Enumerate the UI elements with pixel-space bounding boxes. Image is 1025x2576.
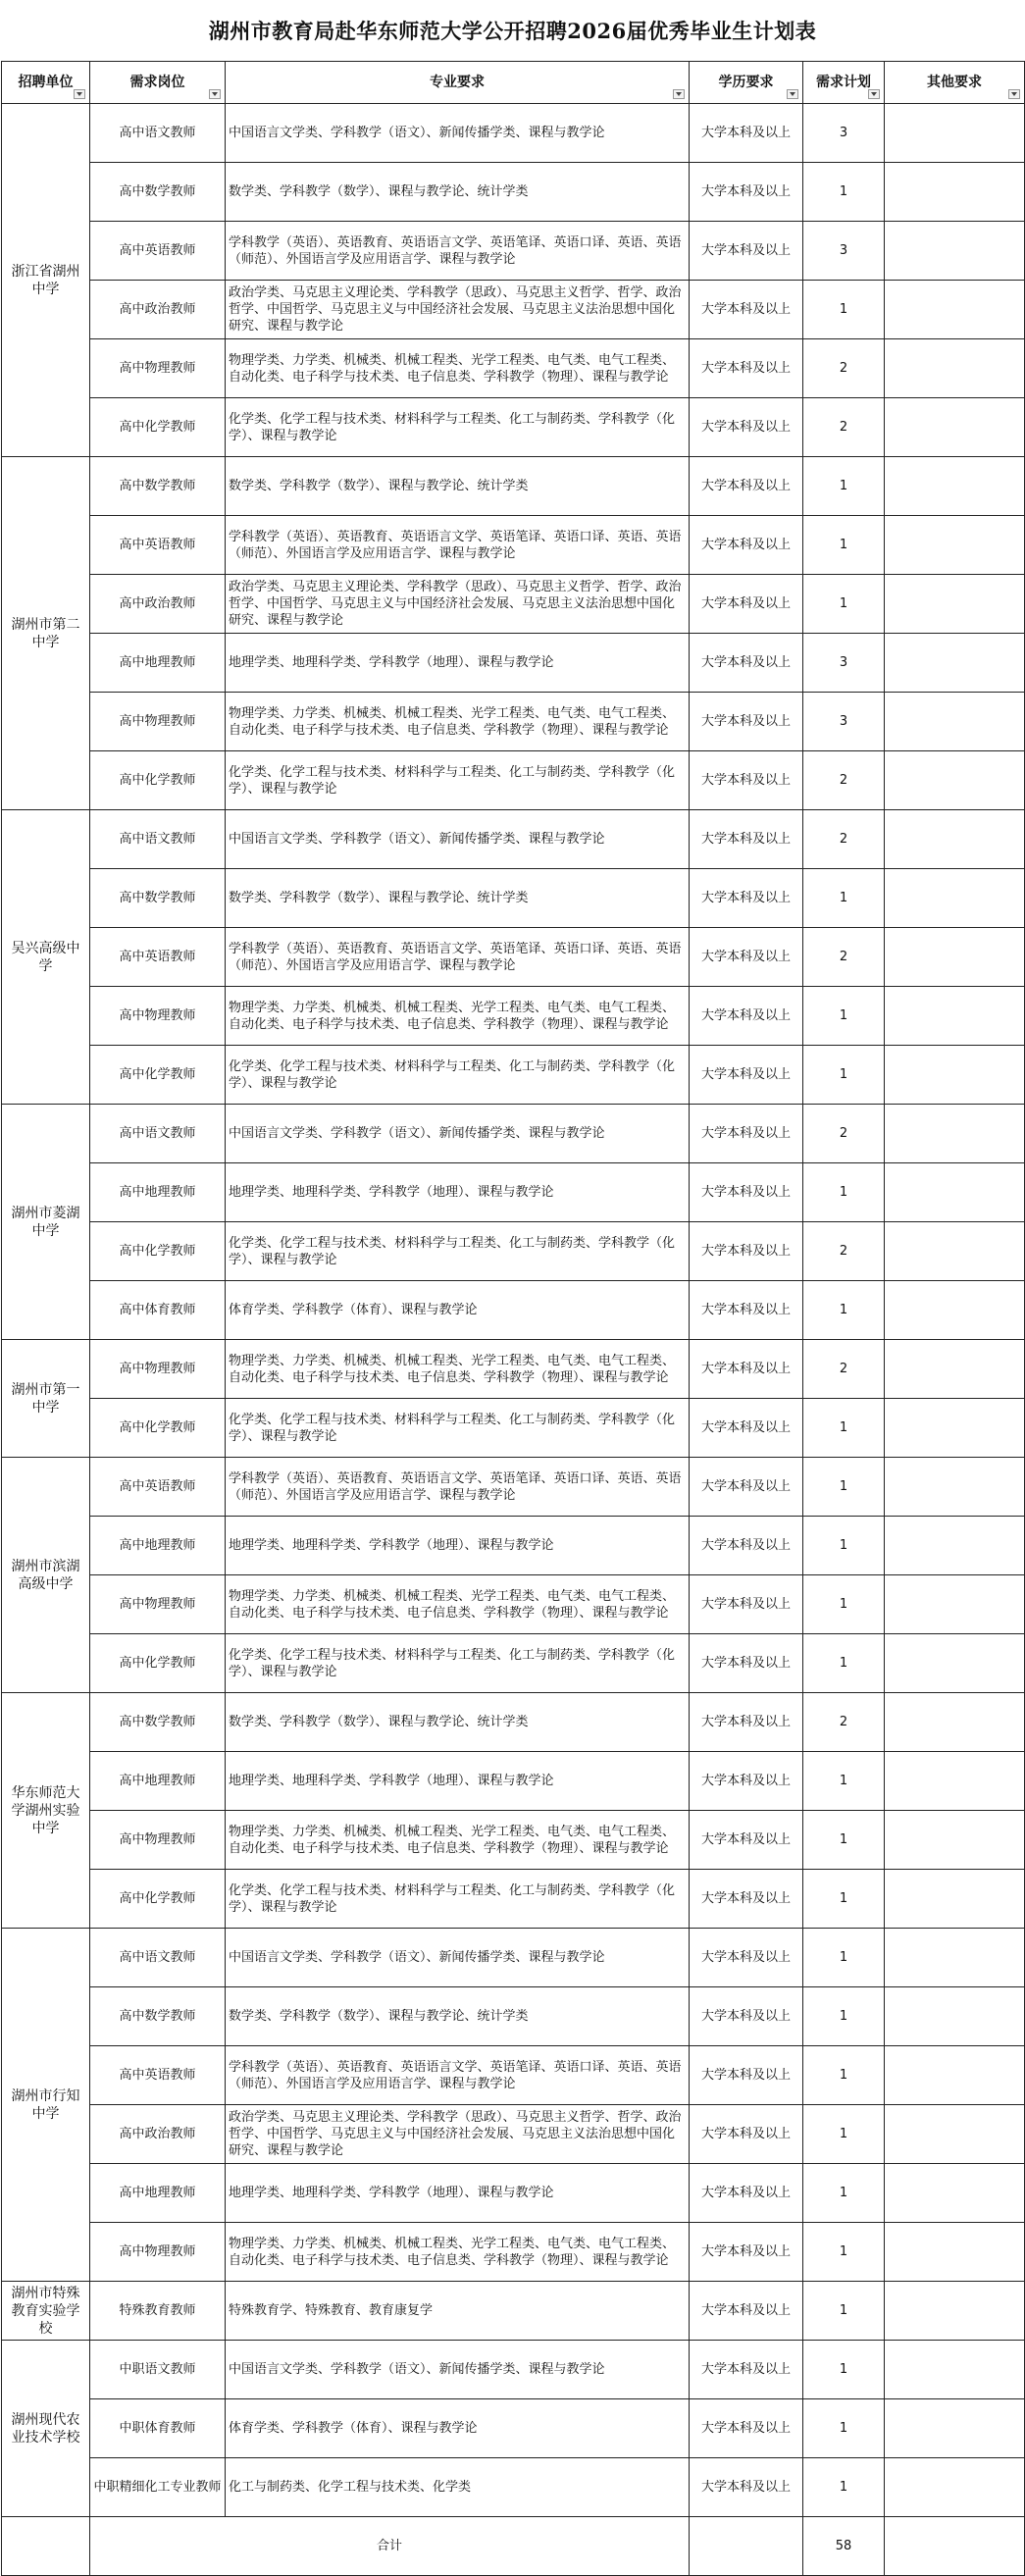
other-cell	[885, 281, 1025, 339]
count-cell: 1	[803, 2282, 885, 2341]
education-cell: 大学本科及以上	[690, 1987, 803, 2046]
table-row	[2, 398, 1025, 457]
position-cell: 中职体育教师	[90, 2399, 226, 2458]
education-cell: 大学本科及以上	[690, 575, 803, 634]
count-cell: 2	[803, 1340, 885, 1399]
count-cell: 1	[803, 1458, 885, 1517]
count-cell: 1	[803, 2223, 885, 2282]
major-cell: 学科教学（英语）、英语教育、英语语言文学、英语笔译、英语口译、英语、英语（师范）、外国语言学及应用语言学、课程与教学论	[226, 928, 690, 987]
major-cell: 学科教学（英语）、英语教育、英语语言文学、英语笔译、英语口译、英语、英语（师范）、外国语言学及应用语言学、课程与教学论	[226, 516, 690, 575]
count-cell: 1	[803, 457, 885, 516]
table-row	[2, 1929, 1025, 1987]
position-cell: 高中英语教师	[90, 222, 226, 281]
table-row	[2, 163, 1025, 222]
education-cell: 大学本科及以上	[690, 1046, 803, 1105]
position-cell: 高中英语教师	[90, 516, 226, 575]
other-cell	[885, 751, 1025, 810]
other-cell	[885, 1987, 1025, 2046]
unit-cell: 湖州市第一中学	[2, 1340, 90, 1458]
position-cell: 高中化学教师	[90, 1399, 226, 1458]
unit-cell: 浙江省湖州中学	[2, 104, 90, 457]
table-row	[2, 1752, 1025, 1811]
major-cell: 数学类、学科教学（数学）、课程与教学论、统计学类	[226, 457, 690, 516]
other-cell	[885, 1634, 1025, 1693]
header-major[interactable]	[226, 62, 690, 104]
major-cell: 物理学类、力学类、机械类、机械工程类、光学工程类、电气类、电气工程类、自动化类、电子科学与技术类、电子信息类、学科教学（物理）、课程与教学论	[226, 693, 690, 751]
position-cell: 高中政治教师	[90, 575, 226, 634]
other-cell	[885, 1222, 1025, 1281]
education-cell: 大学本科及以上	[690, 2164, 803, 2223]
other-cell	[885, 1517, 1025, 1575]
other-cell	[885, 516, 1025, 575]
total-value: 58	[803, 2517, 885, 2576]
position-cell: 高中语文教师	[90, 810, 226, 869]
table-row	[2, 1340, 1025, 1399]
count-cell: 1	[803, 987, 885, 1046]
major-cell: 化学类、化学工程与技术类、材料科学与工程类、化工与制药类、学科教学（化学）、课程与教学论	[226, 751, 690, 810]
count-cell: 1	[803, 1517, 885, 1575]
other-cell	[885, 1929, 1025, 1987]
other-cell	[885, 1046, 1025, 1105]
major-cell: 学科教学（英语）、英语教育、英语语言文学、英语笔译、英语口译、英语、英语（师范）、外国语言学及应用语言学、课程与教学论	[226, 2046, 690, 2105]
table-row	[2, 281, 1025, 339]
table-row	[2, 2046, 1025, 2105]
count-cell: 1	[803, 1811, 885, 1870]
count-cell: 3	[803, 222, 885, 281]
major-cell: 数学类、学科教学（数学）、课程与教学论、统计学类	[226, 1693, 690, 1752]
education-cell: 大学本科及以上	[690, 2105, 803, 2164]
position-cell: 高中数学教师	[90, 869, 226, 928]
count-cell: 1	[803, 1281, 885, 1340]
count-cell: 2	[803, 928, 885, 987]
table-row	[2, 751, 1025, 810]
position-cell: 高中地理教师	[90, 2164, 226, 2223]
major-cell: 中国语言文学类、学科教学（语文）、新闻传播学类、课程与教学论	[226, 2341, 690, 2399]
education-cell: 大学本科及以上	[690, 2046, 803, 2105]
other-cell	[885, 2282, 1025, 2341]
table-header	[2, 62, 1025, 104]
other-cell	[885, 869, 1025, 928]
education-cell: 大学本科及以上	[690, 104, 803, 163]
major-cell: 化学类、化学工程与技术类、材料科学与工程类、化工与制药类、学科教学（化学）、课程与教学论	[226, 1870, 690, 1929]
table-row	[2, 2341, 1025, 2399]
other-cell	[885, 810, 1025, 869]
filter-dropdown-icon[interactable]	[209, 89, 221, 99]
table-row	[2, 928, 1025, 987]
count-cell: 1	[803, 163, 885, 222]
education-cell: 大学本科及以上	[690, 281, 803, 339]
position-cell: 高中物理教师	[90, 1575, 226, 1634]
major-cell: 地理学类、地理科学类、学科教学（地理）、课程与教学论	[226, 2164, 690, 2223]
other-cell	[885, 2046, 1025, 2105]
header-label: 学历要求	[718, 74, 774, 90]
major-cell: 数学类、学科教学（数学）、课程与教学论、统计学类	[226, 1987, 690, 2046]
count-cell: 3	[803, 104, 885, 163]
filter-dropdown-icon[interactable]	[787, 89, 798, 99]
major-cell: 物理学类、力学类、机械类、机械工程类、光学工程类、电气类、电气工程类、自动化类、电子科学与技术类、电子信息类、学科教学（物理）、课程与教学论	[226, 1811, 690, 1870]
position-cell: 高中数学教师	[90, 163, 226, 222]
major-cell: 化工与制药类、化学工程与技术类、化学类	[226, 2458, 690, 2517]
table-row	[2, 869, 1025, 928]
other-cell	[885, 1870, 1025, 1929]
education-cell: 大学本科及以上	[690, 1693, 803, 1752]
position-cell: 高中化学教师	[90, 398, 226, 457]
count-cell: 1	[803, 1399, 885, 1458]
table-row	[2, 1458, 1025, 1517]
other-cell	[885, 1399, 1025, 1458]
header-education[interactable]	[690, 62, 803, 104]
unit-cell: 湖州市特殊教育实验学校	[2, 2282, 90, 2341]
header-label: 专业要求	[430, 74, 485, 90]
education-cell: 大学本科及以上	[690, 693, 803, 751]
table-row	[2, 104, 1025, 163]
unit-cell: 湖州现代农业技术学校	[2, 2341, 90, 2517]
count-cell: 1	[803, 1870, 885, 1929]
major-cell: 体育学类、学科教学（体育）、课程与教学论	[226, 2399, 690, 2458]
major-cell: 化学类、化学工程与技术类、材料科学与工程类、化工与制药类、学科教学（化学）、课程与教学论	[226, 1634, 690, 1693]
table-row	[2, 339, 1025, 398]
position-cell: 中职精细化工专业教师	[90, 2458, 226, 2517]
education-cell: 大学本科及以上	[690, 1517, 803, 1575]
count-cell: 1	[803, 869, 885, 928]
count-cell: 2	[803, 751, 885, 810]
position-cell: 高中物理教师	[90, 339, 226, 398]
major-cell: 学科教学（英语）、英语教育、英语语言文学、英语笔译、英语口译、英语、英语（师范）、外国语言学及应用语言学、课程与教学论	[226, 1458, 690, 1517]
major-cell: 中国语言文学类、学科教学（语文）、新闻传播学类、课程与教学论	[226, 1929, 690, 1987]
position-cell: 特殊教育教师	[90, 2282, 226, 2341]
position-cell: 高中语文教师	[90, 1105, 226, 1163]
position-cell: 高中语文教师	[90, 1929, 226, 1987]
other-cell	[885, 2341, 1025, 2399]
count-cell: 3	[803, 634, 885, 693]
other-cell	[885, 987, 1025, 1046]
position-cell: 高中政治教师	[90, 2105, 226, 2164]
position-cell: 高中物理教师	[90, 987, 226, 1046]
education-cell: 大学本科及以上	[690, 1399, 803, 1458]
education-cell: 大学本科及以上	[690, 1752, 803, 1811]
position-cell: 高中英语教师	[90, 1458, 226, 1517]
position-cell: 高中英语教师	[90, 928, 226, 987]
education-cell: 大学本科及以上	[690, 634, 803, 693]
header-other[interactable]	[885, 62, 1025, 104]
table-row	[2, 2164, 1025, 2223]
major-cell: 化学类、化学工程与技术类、材料科学与工程类、化工与制药类、学科教学（化学）、课程与教学论	[226, 1222, 690, 1281]
count-cell: 1	[803, 2458, 885, 2517]
count-cell: 1	[803, 2341, 885, 2399]
unit-cell: 华东师范大学湖州实验中学	[2, 1693, 90, 1929]
education-cell: 大学本科及以上	[690, 1634, 803, 1693]
count-cell: 2	[803, 1105, 885, 1163]
education-cell: 大学本科及以上	[690, 1811, 803, 1870]
position-cell: 高中化学教师	[90, 1046, 226, 1105]
position-cell: 高中地理教师	[90, 1517, 226, 1575]
count-cell: 1	[803, 1163, 885, 1222]
table-row	[2, 2458, 1025, 2517]
total-label: 合计	[90, 2517, 690, 2576]
table-row	[2, 693, 1025, 751]
table-row	[2, 634, 1025, 693]
education-cell: 大学本科及以上	[690, 457, 803, 516]
table-row	[2, 1046, 1025, 1105]
count-cell: 2	[803, 810, 885, 869]
count-cell: 2	[803, 398, 885, 457]
table-row	[2, 2282, 1025, 2341]
other-cell	[885, 1105, 1025, 1163]
count-cell: 3	[803, 693, 885, 751]
education-cell: 大学本科及以上	[690, 1870, 803, 1929]
education-cell: 大学本科及以上	[690, 2341, 803, 2399]
other-cell	[885, 2105, 1025, 2164]
other-cell	[885, 1458, 1025, 1517]
other-cell	[885, 1575, 1025, 1634]
table-row	[2, 1281, 1025, 1340]
education-cell: 大学本科及以上	[690, 928, 803, 987]
table-row	[2, 1693, 1025, 1752]
position-cell: 高中物理教师	[90, 1340, 226, 1399]
header-count[interactable]	[803, 62, 885, 104]
education-cell: 大学本科及以上	[690, 1575, 803, 1634]
major-cell: 地理学类、地理科学类、学科教学（地理）、课程与教学论	[226, 634, 690, 693]
major-cell: 地理学类、地理科学类、学科教学（地理）、课程与教学论	[226, 1517, 690, 1575]
count-cell: 1	[803, 1575, 885, 1634]
header-label: 需求岗位	[129, 74, 185, 90]
position-cell: 高中地理教师	[90, 1163, 226, 1222]
major-cell: 政治学类、马克思主义理论类、学科教学（思政）、马克思主义哲学、哲学、政治哲学、中国哲学、马克思主义与中国经济社会发展、马克思主义法治思想中国化研究、课程与教学论	[226, 575, 690, 634]
other-cell	[885, 457, 1025, 516]
position-cell: 高中化学教师	[90, 1634, 226, 1693]
position-cell: 高中物理教师	[90, 2223, 226, 2282]
table-row	[2, 987, 1025, 1046]
other-cell	[885, 222, 1025, 281]
major-cell: 地理学类、地理科学类、学科教学（地理）、课程与教学论	[226, 1163, 690, 1222]
education-cell: 大学本科及以上	[690, 1163, 803, 1222]
table-row	[2, 1811, 1025, 1870]
position-cell: 高中数学教师	[90, 1693, 226, 1752]
count-cell: 1	[803, 516, 885, 575]
unit-cell: 湖州市滨湖高级中学	[2, 1458, 90, 1693]
other-cell	[885, 1752, 1025, 1811]
table-row	[2, 2105, 1025, 2164]
education-cell: 大学本科及以上	[690, 2282, 803, 2341]
table-row	[2, 1399, 1025, 1458]
count-cell: 1	[803, 2046, 885, 2105]
major-cell: 中国语言文学类、学科教学（语文）、新闻传播学类、课程与教学论	[226, 104, 690, 163]
education-cell: 大学本科及以上	[690, 2223, 803, 2282]
position-cell: 高中政治教师	[90, 281, 226, 339]
education-cell: 大学本科及以上	[690, 2458, 803, 2517]
table-row	[2, 457, 1025, 516]
education-cell: 大学本科及以上	[690, 222, 803, 281]
major-cell: 地理学类、地理科学类、学科教学（地理）、课程与教学论	[226, 1752, 690, 1811]
education-cell: 大学本科及以上	[690, 1929, 803, 1987]
count-cell: 1	[803, 1929, 885, 1987]
header-label: 其他要求	[927, 74, 982, 90]
other-cell	[885, 339, 1025, 398]
position-cell: 高中化学教师	[90, 1870, 226, 1929]
table-row	[2, 516, 1025, 575]
count-cell: 2	[803, 339, 885, 398]
position-cell: 高中物理教师	[90, 1811, 226, 1870]
major-cell: 政治学类、马克思主义理论类、学科教学（思政）、马克思主义哲学、哲学、政治哲学、中国哲学、马克思主义与中国经济社会发展、马克思主义法治思想中国化研究、课程与教学论	[226, 2105, 690, 2164]
major-cell: 中国语言文学类、学科教学（语文）、新闻传播学类、课程与教学论	[226, 1105, 690, 1163]
table-row	[2, 222, 1025, 281]
table-row	[2, 1517, 1025, 1575]
position-cell: 高中物理教师	[90, 693, 226, 751]
count-cell: 2	[803, 1693, 885, 1752]
education-cell: 大学本科及以上	[690, 1281, 803, 1340]
education-cell: 大学本科及以上	[690, 1105, 803, 1163]
table-row	[2, 1163, 1025, 1222]
table-row	[2, 810, 1025, 869]
header-label: 招聘单位	[18, 74, 74, 90]
filter-dropdown-icon[interactable]	[74, 89, 85, 99]
other-cell	[885, 2458, 1025, 2517]
position-cell: 高中化学教师	[90, 751, 226, 810]
other-cell	[885, 2223, 1025, 2282]
major-cell: 化学类、化学工程与技术类、材料科学与工程类、化工与制药类、学科教学（化学）、课程与教学论	[226, 1046, 690, 1105]
table-row	[2, 1987, 1025, 2046]
other-cell	[885, 1811, 1025, 1870]
other-cell	[885, 163, 1025, 222]
other-cell	[885, 2164, 1025, 2223]
header-unit[interactable]	[2, 62, 90, 104]
unit-cell: 湖州市菱湖中学	[2, 1105, 90, 1340]
table-row	[2, 1870, 1025, 1929]
major-cell: 中国语言文学类、学科教学（语文）、新闻传播学类、课程与教学论	[226, 810, 690, 869]
other-cell	[885, 104, 1025, 163]
position-cell: 高中地理教师	[90, 1752, 226, 1811]
other-cell	[885, 398, 1025, 457]
count-cell: 1	[803, 2105, 885, 2164]
major-cell: 体育学类、学科教学（体育）、课程与教学论	[226, 1281, 690, 1340]
major-cell: 物理学类、力学类、机械类、机械工程类、光学工程类、电气类、电气工程类、自动化类、电子科学与技术类、电子信息类、学科教学（物理）、课程与教学论	[226, 2223, 690, 2282]
position-cell: 中职语文教师	[90, 2341, 226, 2399]
education-cell: 大学本科及以上	[690, 1458, 803, 1517]
education-cell: 大学本科及以上	[690, 1340, 803, 1399]
education-cell: 大学本科及以上	[690, 1222, 803, 1281]
position-cell: 高中数学教师	[90, 457, 226, 516]
major-cell: 物理学类、力学类、机械类、机械工程类、光学工程类、电气类、电气工程类、自动化类、电子科学与技术类、电子信息类、学科教学（物理）、课程与教学论	[226, 1340, 690, 1399]
other-cell	[885, 1163, 1025, 1222]
major-cell: 物理学类、力学类、机械类、机械工程类、光学工程类、电气类、电气工程类、自动化类、电子科学与技术类、电子信息类、学科教学（物理）、课程与教学论	[226, 339, 690, 398]
table-body	[2, 104, 1025, 2517]
major-cell: 学科教学（英语）、英语教育、英语语言文学、英语笔译、英语口译、英语、英语（师范）、外国语言学及应用语言学、课程与教学论	[226, 222, 690, 281]
other-cell	[885, 575, 1025, 634]
major-cell: 物理学类、力学类、机械类、机械工程类、光学工程类、电气类、电气工程类、自动化类、电子科学与技术类、电子信息类、学科教学（物理）、课程与教学论	[226, 1575, 690, 1634]
count-cell: 1	[803, 281, 885, 339]
position-cell: 高中英语教师	[90, 2046, 226, 2105]
filter-dropdown-icon[interactable]	[868, 89, 880, 99]
unit-cell: 湖州市行知中学	[2, 1929, 90, 2282]
position-cell: 高中语文教师	[90, 104, 226, 163]
major-cell: 数学类、学科教学（数学）、课程与教学论、统计学类	[226, 163, 690, 222]
other-cell	[885, 928, 1025, 987]
position-cell: 高中体育教师	[90, 1281, 226, 1340]
other-cell	[885, 1340, 1025, 1399]
filter-dropdown-icon[interactable]	[1008, 89, 1020, 99]
table-row	[2, 575, 1025, 634]
education-cell: 大学本科及以上	[690, 987, 803, 1046]
count-cell: 1	[803, 1634, 885, 1693]
count-cell: 1	[803, 1987, 885, 2046]
count-cell: 1	[803, 1752, 885, 1811]
other-cell	[885, 634, 1025, 693]
recruitment-table	[1, 61, 1025, 2576]
unit-cell: 湖州市第二中学	[2, 457, 90, 810]
count-cell: 1	[803, 2399, 885, 2458]
table-row	[2, 1105, 1025, 1163]
major-cell: 政治学类、马克思主义理论类、学科教学（思政）、马克思主义哲学、哲学、政治哲学、中国哲学、马克思主义与中国经济社会发展、马克思主义法治思想中国化研究、课程与教学论	[226, 281, 690, 339]
header-label: 需求计划	[816, 74, 871, 90]
major-cell: 特殊教育学、特殊教育、教育康复学	[226, 2282, 690, 2341]
education-cell: 大学本科及以上	[690, 339, 803, 398]
table-row	[2, 1222, 1025, 1281]
education-cell: 大学本科及以上	[690, 398, 803, 457]
major-cell: 化学类、化学工程与技术类、材料科学与工程类、化工与制药类、学科教学（化学）、课程与教学论	[226, 1399, 690, 1458]
major-cell: 化学类、化学工程与技术类、材料科学与工程类、化工与制药类、学科教学（化学）、课程与教学论	[226, 398, 690, 457]
other-cell	[885, 693, 1025, 751]
major-cell: 数学类、学科教学（数学）、课程与教学论、统计学类	[226, 869, 690, 928]
education-cell: 大学本科及以上	[690, 516, 803, 575]
other-cell	[885, 1693, 1025, 1752]
table-row	[2, 1575, 1025, 1634]
count-cell: 2	[803, 1222, 885, 1281]
position-cell: 高中地理教师	[90, 634, 226, 693]
education-cell: 大学本科及以上	[690, 810, 803, 869]
table-row	[2, 2399, 1025, 2458]
page-title: 湖州市教育局赴华东师范大学公开招聘2026届优秀毕业生计划表	[208, 19, 817, 43]
major-cell: 物理学类、力学类、机械类、机械工程类、光学工程类、电气类、电气工程类、自动化类、电子科学与技术类、电子信息类、学科教学（物理）、课程与教学论	[226, 987, 690, 1046]
count-cell: 1	[803, 1046, 885, 1105]
education-cell: 大学本科及以上	[690, 2399, 803, 2458]
position-cell: 高中数学教师	[90, 1987, 226, 2046]
filter-dropdown-icon[interactable]	[673, 89, 685, 99]
table-row	[2, 2223, 1025, 2282]
unit-cell: 吴兴高级中学	[2, 810, 90, 1105]
education-cell: 大学本科及以上	[690, 163, 803, 222]
header-position[interactable]	[90, 62, 226, 104]
education-cell: 大学本科及以上	[690, 751, 803, 810]
position-cell: 高中化学教师	[90, 1222, 226, 1281]
table-row	[2, 1634, 1025, 1693]
other-cell	[885, 1281, 1025, 1340]
count-cell: 1	[803, 2164, 885, 2223]
education-cell: 大学本科及以上	[690, 869, 803, 928]
other-cell	[885, 2399, 1025, 2458]
count-cell: 1	[803, 575, 885, 634]
